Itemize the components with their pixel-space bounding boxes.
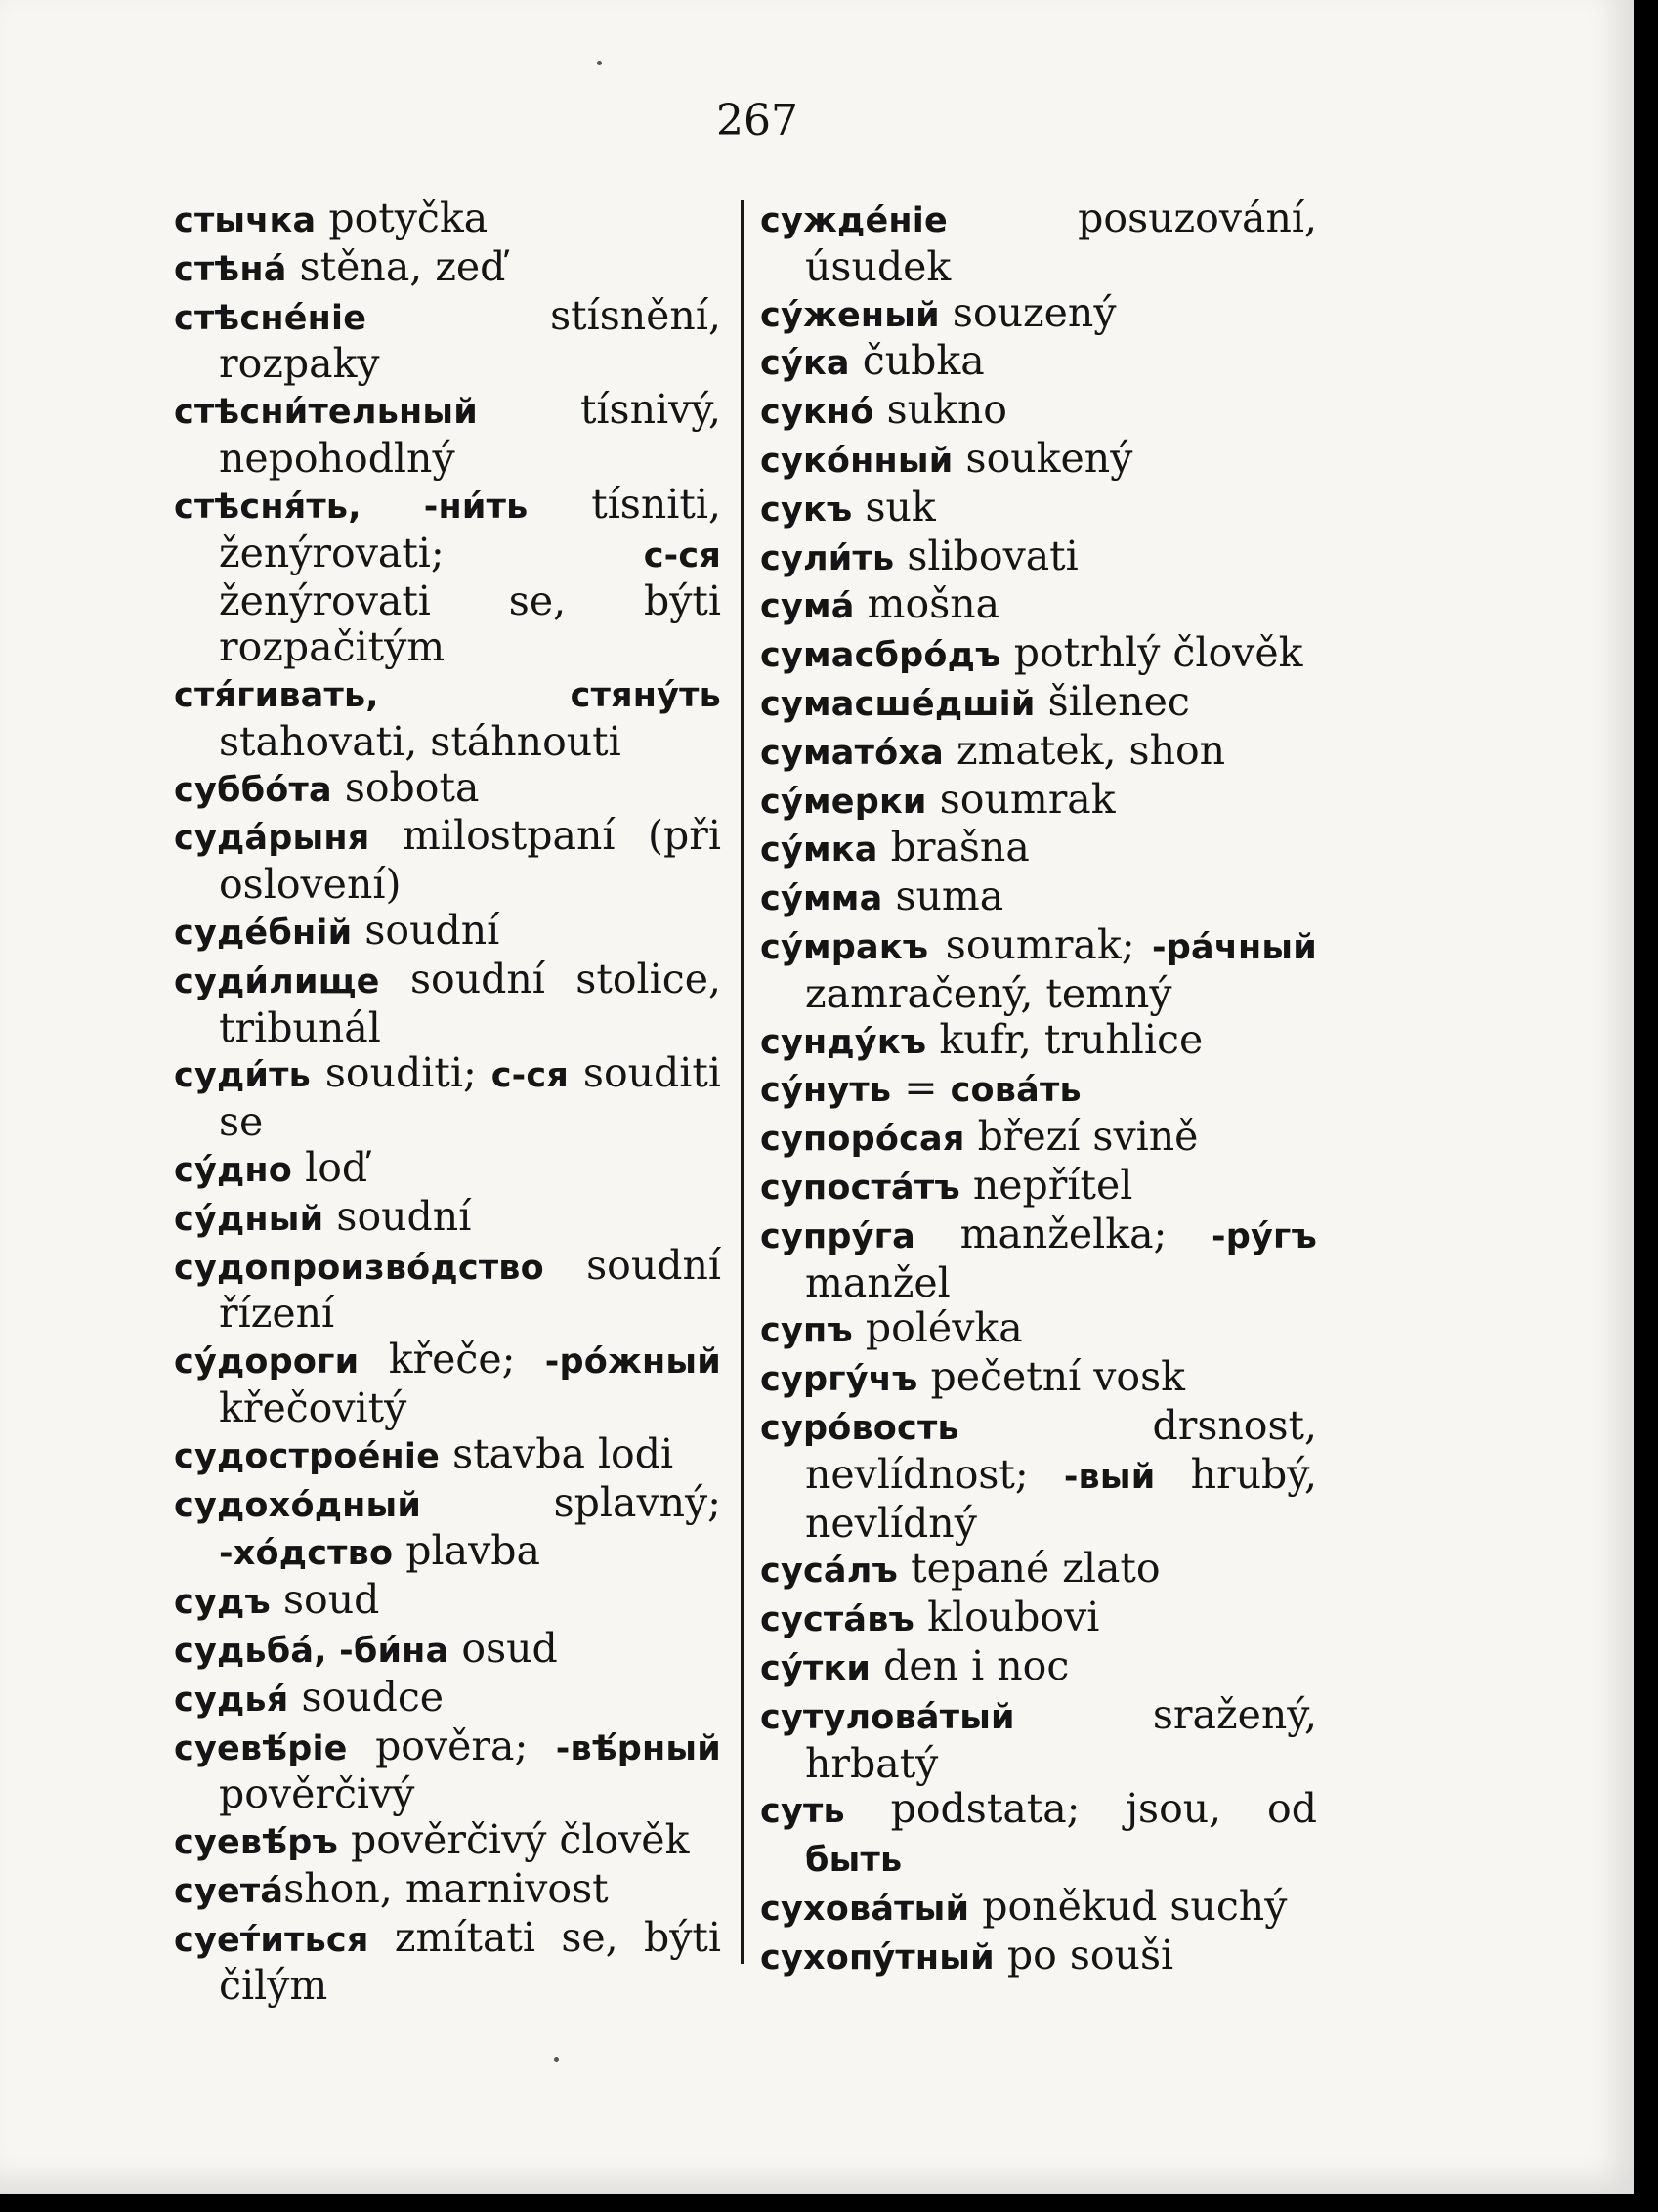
dictionary-entry [760,1546,1317,1595]
headword: су́ка [760,344,850,384]
headword: стѣсне́ніе [174,298,367,338]
headword: суевѣ́ріе [174,1728,348,1768]
dictionary-entry [760,436,1317,485]
headword: -хо́дство [219,1534,394,1574]
definition: čubka [849,337,985,385]
page-number: 267 [716,96,798,146]
headword: су́нуть [760,1071,892,1111]
headword: сумато́ха [760,733,944,773]
headword: суро́вость [760,1408,959,1448]
headword: сукно́ [760,393,874,433]
headword: -вый [1063,1457,1156,1497]
dictionary-entry [760,1354,1317,1403]
dictionary-entry [760,290,1317,339]
dictionary-entry [174,1050,721,1145]
definition: sukno [873,386,1007,434]
definition: pečetní vosk [917,1353,1185,1401]
right-column [760,195,1317,1980]
definition: stavba lodi [440,1429,674,1477]
headword: су́мма [760,879,883,919]
headword: сумасбро́дъ [760,636,1001,676]
definition: polévka [852,1304,1023,1352]
definition: loď [292,1143,368,1191]
dictionary-entry [760,1017,1317,1066]
definition: tísnivý, nepohodlný [219,386,721,482]
definition: drsnost, nevlídnost; [805,1401,1317,1498]
headword: су́мракъ [760,927,929,967]
definition: podstata; jsou, od [844,1785,1317,1833]
definition: soudní řízení [219,1241,721,1338]
definition: po souši [994,1931,1174,1978]
headword: судопроизво́дство [174,1248,544,1288]
headword: су́тки [760,1648,872,1688]
definition: tísniti, ženýrovati; [219,480,721,576]
headword: с-ся [490,1056,569,1096]
headword: стычка [174,201,317,240]
dictionary-entry [174,1243,721,1338]
dictionary-entry [760,1305,1317,1354]
definition: kufr, truhlice [926,1015,1204,1063]
definition: suk [852,483,936,531]
headword: -ру́гъ [1212,1216,1317,1256]
definition: březí svině [964,1113,1199,1161]
dictionary-entry [760,922,1317,1017]
dictionary-entry [174,1194,721,1243]
dictionary-entry [174,1866,721,1915]
headword: быть [805,1841,903,1881]
headword: сумасше́дшій [760,684,1036,724]
headword: сужде́ніе [760,201,948,240]
definition: potyčka [316,194,489,241]
definition: suma [882,872,1004,920]
dictionary-entry [760,1403,1317,1546]
definition: osud [448,1624,558,1672]
definition: potrhlý člověk [1000,629,1303,677]
dictionary-entry [760,1114,1317,1163]
definition: plavba [393,1527,540,1575]
dictionary-entry [760,387,1317,436]
headword: су́мерки [760,782,927,822]
dictionary-entry [760,1692,1317,1787]
dictionary-entry [174,244,721,293]
definition: mošna [854,580,1000,628]
headword: суббо́та [174,770,332,810]
dictionary-entry [760,679,1317,728]
dictionary-entry [174,1337,721,1431]
headword: су́мка [760,830,878,871]
dictionary-entry [174,1723,721,1818]
dictionary-entry [760,777,1317,826]
definition: = [891,1064,951,1112]
headword: суевѣ́ръ [174,1823,338,1863]
definition: soumrak [926,775,1116,823]
definition: milostpaní (při oslovení) [219,812,721,909]
definition: posuzování, úsudek [805,194,1317,290]
headword: суко́нный [760,441,954,481]
dictionary-entry [174,1431,721,1480]
definition: sobota [331,763,480,811]
left-column [174,195,721,2009]
headword: с-ся [643,535,721,575]
headword: супоро́сая [760,1120,965,1160]
dictionary-entry [174,1915,721,2010]
headword: стѣна́ [174,249,287,289]
headword: суса́лъ [760,1552,899,1592]
dictionary-entry [174,1626,721,1675]
dictionary-entry [174,482,721,670]
headword: сует́иться [174,1920,369,1960]
definition: shon, marnivost [283,1864,609,1912]
definition: křečovitý [219,1383,407,1431]
headword: сума́ [760,587,855,627]
definition: soudní [323,1192,472,1240]
definition: den i noc [871,1641,1070,1689]
definition: zamračený, temný [805,969,1172,1017]
definition: splavný; [421,1478,721,1526]
dictionary-entry [760,485,1317,533]
dictionary-entry [760,1786,1317,1884]
dictionary-entry [760,1884,1317,1933]
dictionary-entry [760,338,1317,387]
definition: pověrčivý [219,1770,415,1818]
column-divider [741,200,744,1964]
headword: судья́ [174,1680,289,1720]
headword: стя́гивать, стяну́ть [174,675,721,715]
dictionary-entry [760,581,1317,630]
paper-speck [554,2057,559,2062]
headword: -ро́жный [544,1342,721,1382]
definition: stěna, zeď [286,242,506,290]
headword: судъ [174,1583,271,1623]
dictionary-entry [174,957,721,1051]
headword: су́дный [174,1199,324,1239]
dictionary-entry [174,670,721,765]
headword: суде́бній [174,913,353,953]
headword: сукъ [760,489,853,530]
headword: сургу́чъ [760,1360,918,1400]
dictionary-entry [174,1817,721,1866]
definition: soud [270,1576,380,1624]
dictionary-entry [760,1595,1317,1643]
definition: manžel [805,1258,951,1306]
headword: судострое́ніе [174,1436,441,1476]
definition: křeče; [359,1336,545,1383]
dictionary-entry [174,293,721,388]
headword: супоста́тъ [760,1168,960,1208]
definition: zmítati se, býti čilým [219,1913,721,2010]
definition: nepřítel [959,1161,1133,1209]
headword: судохо́дный [174,1485,422,1525]
dictionary-entry [760,1163,1317,1212]
headword: супъ [760,1311,853,1351]
definition: kloubovi [914,1594,1100,1641]
dictionary-entry [174,1145,721,1194]
dictionary-entry [174,1577,721,1626]
headword: су́дороги [174,1342,360,1382]
headword: сухова́тый [760,1889,970,1929]
dictionary-entry [174,813,721,908]
headword: судьба́, -би́на [174,1631,449,1671]
headword: суди́лище [174,961,380,1001]
dictionary-entry [174,195,721,244]
definition: soukený [953,434,1133,482]
headword: стѣсни́тельный [174,393,478,433]
dictionary-entry [760,630,1317,679]
headword: суди́ть [174,1056,311,1096]
definition: slibovati [894,532,1079,579]
paper-speck [597,61,602,65]
headword: -вѣ́рный [555,1728,721,1768]
headword: стѣсня́ть, -ни́ть [174,487,529,527]
definition: pověra; [347,1722,556,1769]
definition: soumrak; [928,920,1153,968]
definition: ženýrovati se, býti rozpačitým [219,577,721,671]
headword: сунду́къ [760,1022,927,1062]
dictionary-entry [174,1480,721,1578]
definition: soudní [352,906,500,954]
dictionary-entry [174,1675,721,1723]
headword: сули́ть [760,538,895,578]
definition: sražený, hrbatý [805,1690,1317,1787]
definition: soudní stolice, tribunál [219,955,721,1051]
definition: hrubý, nevlídný [805,1450,1317,1547]
dictionary-entry [760,728,1317,777]
headword: суета́ [174,1871,284,1911]
headword: сухопу́тный [760,1937,995,1978]
definition: tepané zlato [898,1545,1161,1593]
headword: суть [760,1792,845,1832]
dictionary-entry [760,825,1317,873]
headword: су́женый [760,295,940,335]
headword: сова́ть [950,1071,1082,1111]
dictionary-entry [760,533,1317,582]
dictionary-entry [760,873,1317,922]
headword: суста́въ [760,1600,915,1640]
dictionary-entry [174,765,721,814]
dictionary-entry [760,1065,1317,1114]
dictionary-entry [760,1643,1317,1692]
dictionary-entry [174,387,721,482]
headword: супру́га [760,1216,915,1256]
dictionary-entry [760,1212,1317,1306]
dictionary-entry [174,908,721,957]
definition: manželka; [914,1210,1212,1257]
definition: stísnění, rozpaky [219,291,721,388]
definition: souditi; [310,1049,491,1097]
headword: су́дно [174,1150,293,1190]
headword: сутулова́тый [760,1697,1015,1737]
dictionary-entry [760,1933,1317,1981]
headword: суда́рыня [174,819,370,859]
definition: soudce [288,1673,445,1721]
definition: poněkud suchý [969,1882,1288,1930]
definition: pověrčivý člověk [337,1816,690,1864]
definition: stahovati, stáhnouti [219,717,621,765]
definition: šilenec [1035,677,1190,725]
headword: -ра́чный [1152,927,1317,967]
dictionary-entry [760,195,1317,290]
definition: souditi se [219,1049,721,1146]
definition: brašna [877,824,1030,872]
definition: souzený [939,288,1117,336]
definition: zmatek, shon [943,726,1226,774]
